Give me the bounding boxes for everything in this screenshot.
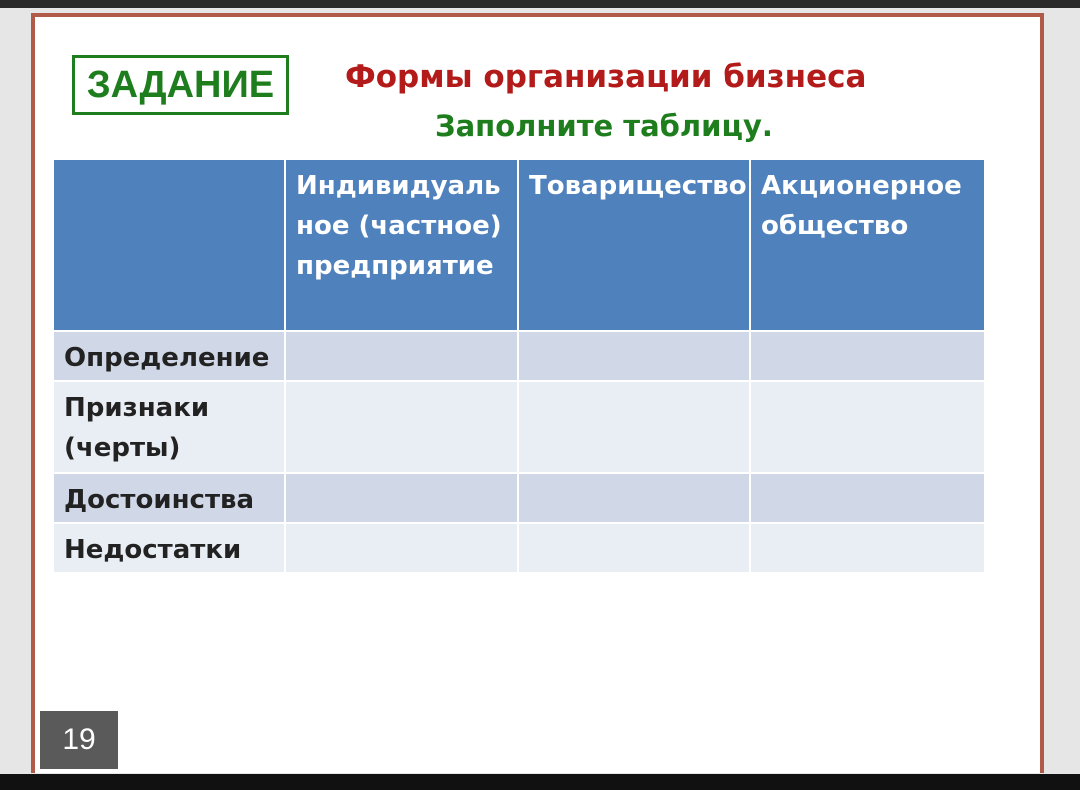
header-partnership: Товарищество xyxy=(518,159,750,331)
table-row-advantages xyxy=(53,473,985,523)
row-label-definition: Определение xyxy=(53,331,285,381)
table-cell[interactable] xyxy=(750,381,985,473)
bottom-screen-edge xyxy=(0,774,1080,790)
top-screen-edge xyxy=(0,0,1080,8)
slide-title: Формы организации бизнеса xyxy=(345,59,867,95)
row-label-advantages: Достоинства xyxy=(53,473,285,523)
table-row-features xyxy=(53,381,985,473)
table-row-disadvantages xyxy=(53,523,985,573)
table-cell[interactable] xyxy=(750,331,985,381)
page-number: 19 xyxy=(40,711,118,769)
slide-subtitle: Заполните таблицу. xyxy=(435,109,773,143)
slide xyxy=(31,13,1044,773)
table-cell[interactable] xyxy=(518,473,750,523)
table-cell[interactable] xyxy=(285,473,518,523)
table-header-row xyxy=(53,159,985,331)
table-cell[interactable] xyxy=(285,523,518,573)
header-joint-stock-company: Акционерное общество xyxy=(750,159,985,331)
table-cell[interactable] xyxy=(518,523,750,573)
business-forms-table xyxy=(52,158,986,574)
table-cell[interactable] xyxy=(285,381,518,473)
table-cell[interactable] xyxy=(518,381,750,473)
row-label-features: Признаки (черты) xyxy=(53,381,285,473)
task-label-box: ЗАДАНИЕ xyxy=(72,55,289,115)
row-label-disadvantages: Недостатки xyxy=(53,523,285,573)
table-cell[interactable] xyxy=(750,473,985,523)
header-corner-cell xyxy=(53,159,285,331)
header-individual-enterprise: Индивидуаль ное (частное) предприятие xyxy=(285,159,518,331)
table-row-definition xyxy=(53,331,985,381)
table-cell[interactable] xyxy=(285,331,518,381)
table-cell[interactable] xyxy=(518,331,750,381)
table-cell[interactable] xyxy=(750,523,985,573)
